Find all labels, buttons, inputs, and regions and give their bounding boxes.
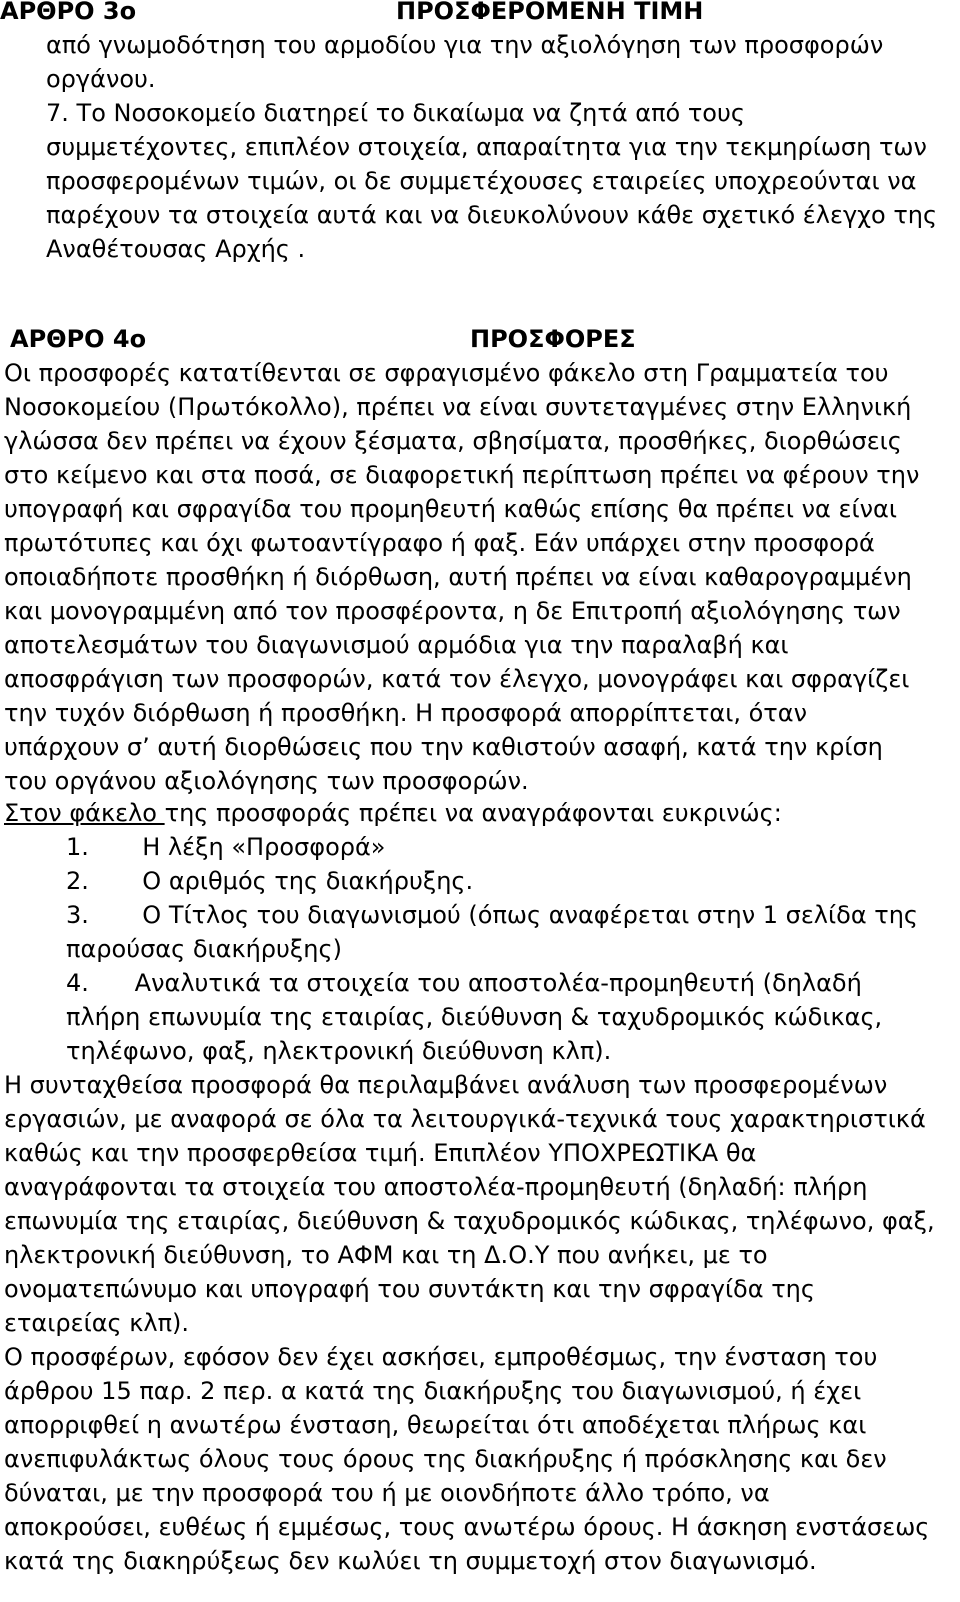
article4-paragraph2-line: εταιρείας κλπ). [4, 1309, 190, 1337]
list-item: 2. Ο αριθμός της διακήρυξης. [66, 867, 474, 895]
list-item: 3. Ο Τίτλος του διαγωνισμού (όπως αναφέρεται στην 1 σελίδα της [66, 901, 919, 929]
list-item: 4. Αναλυτικά τα στοιχεία του αποστολέα-προμηθευτή (δηλαδή [66, 969, 862, 997]
article4-paragraph1-line: του οργάνου αξιολόγησης των προσφορών. [4, 767, 529, 795]
article4-paragraph1-line: Νοσοκομείου (Πρωτόκολλο), πρέπει να είναι συντεταγμένες στην Ελληνική [4, 393, 912, 421]
article4-paragraph2-line: αναγράφονται τα στοιχεία του αποστολέα-προμηθευτή (δηλαδή: πλήρη [4, 1173, 868, 1201]
article4-paragraph3-line: Ο προσφέρων, εφόσον δεν έχει ασκήσει, εμπροθέσμως, την ένσταση του [4, 1343, 878, 1371]
article4-label: ΑΡΘΡΟ 4ο [10, 325, 147, 353]
article3-line: συμμετέχοντες, επιπλέον στοιχεία, απαραίτητα για την τεκμηρίωση των [46, 133, 927, 161]
article4-paragraph2-line: Η συνταχθείσα προσφορά θα περιλαμβάνει ανάλυση των προσφερομένων [4, 1071, 888, 1099]
list-item: πλήρη επωνυμία της εταιρίας, διεύθυνση & ταχυδρομικός κώδικας, [66, 1003, 883, 1031]
article4-paragraph3-line: άρθρου 15 παρ. 2 περ. α κατά της διακήρυξης του διαγωνισμού, ή έχει [4, 1377, 862, 1405]
article4-paragraph2-line: καθώς και την προσφερθείσα τιμή. Επιπλέον ΥΠΟΧΡΕΩΤΙΚΑ θα [4, 1139, 757, 1167]
article4-paragraph3-line: αποκρούσει, ευθέως ή εμμέσως, τους ανωτέρω όρους. Η άσκηση ενστάσεως [4, 1513, 930, 1541]
article4-paragraph1-line: πρωτότυπες και όχι φωτοαντίγραφο ή φαξ. Εάν υπάρχει στην προσφορά [4, 529, 875, 557]
article3-title: ΠΡΟΣΦΕΡΟΜΕΝΗ ΤΙΜΗ [396, 0, 704, 25]
article4-paragraph1-line: την τυχόν διόρθωση ή προσθήκη. Η προσφορά απορρίπτεται, όταν [4, 699, 807, 727]
list-item: 1. Η λέξη «Προσφορά» [66, 833, 386, 861]
article4-paragraph1-line: υπάρχουν σ’ αυτή διορθώσεις που την καθιστούν ασαφή, κατά την κρίση [4, 733, 883, 761]
article3-line: προσφερομένων τιμών, οι δε συμμετέχουσες εταιρείες υποχρεούνται να [46, 167, 917, 195]
article4-paragraph1-line: αποσφράγιση των προσφορών, κατά τον έλεγχο, μονογράφει και σφραγίζει [4, 665, 910, 693]
article3-line: από γνωμοδότηση του αρμοδίου για την αξιολόγηση των προσφορών [46, 31, 884, 59]
article4-paragraph2-line: εργασιών, με αναφορά σε όλα τα λειτουργικά-τεχνικά τους χαρακτηριστικά [4, 1105, 926, 1133]
article4-paragraph3-line: δύναται, με την προσφορά του ή με οιονδήποτε άλλο τρόπο, να [4, 1479, 770, 1507]
article3-line: Αναθέτουσας Αρχής . [46, 235, 306, 263]
article4-paragraph1-line: στο κείμενο και στα ποσά, σε διαφορετική περίπτωση πρέπει να φέρουν την [4, 461, 920, 489]
envelope-lead-rest: της προσφοράς πρέπει να αναγράφονται ευκρινώς: [164, 799, 782, 827]
article4-paragraph2-line: επωνυμία της εταιρίας, διεύθυνση & ταχυδρομικός κώδικας, τηλέφωνο, φαξ, [4, 1207, 935, 1235]
article3-label: ΑΡΘΡΟ 3ο [0, 0, 137, 25]
article4-title: ΠΡΟΣΦΟΡΕΣ [470, 325, 636, 353]
envelope-lead-underlined: Στον φάκελο [4, 799, 165, 827]
article3-line: 7. Το Νοσοκομείο διατηρεί το δικαίωμα να ζητά από τους [46, 99, 745, 127]
article4-paragraph1-line: και μονογραμμένη από τον προσφέροντα, η δε Επιτροπή αξιολόγησης των [4, 597, 901, 625]
list-item: παρούσας διακήρυξης) [66, 935, 342, 963]
article4-paragraph1-line: υπογραφή και σφραγίδα του προμηθευτή καθώς επίσης θα πρέπει να είναι [4, 495, 897, 523]
article4-paragraph1-line: Οι προσφορές κατατίθενται σε σφραγισμένο φάκελο στη Γραμματεία του [4, 359, 889, 387]
article4-paragraph3-line: ανεπιφυλάκτως όλους τους όρους της διακήρυξης ή πρόσκλησης και δεν [4, 1445, 887, 1473]
envelope-lead [4, 796, 782, 830]
article4-paragraph2-line: ονοματεπώνυμο και υπογραφή του συντάκτη και την σφραγίδα της [4, 1275, 815, 1303]
article4-paragraph3-line: απορριφθεί η ανωτέρω ένσταση, θεωρείται ότι αποδέχεται πλήρως και [4, 1411, 867, 1439]
article4-paragraph3-line: κατά της διακηρύξεως δεν κωλύει τη συμμετοχή στον διαγωνισμό. [4, 1547, 817, 1575]
article4-paragraph1-line: οποιαδήποτε προσθήκη ή διόρθωση, αυτή πρέπει να είναι καθαρογραμμένη [4, 563, 912, 591]
list-item: τηλέφωνο, φαξ, ηλεκτρονική διεύθυνση κλπ). [66, 1037, 612, 1065]
article4-paragraph1-line: γλώσσα δεν πρέπει να έχουν ξέσματα, σβησίματα, προσθήκες, διορθώσεις [4, 427, 902, 455]
article3-line: οργάνου. [46, 65, 156, 93]
article3-line: παρέχουν τα στοιχεία αυτά και να διευκολύνουν κάθε σχετικό έλεγχο της [46, 201, 938, 229]
article4-paragraph2-line: ηλεκτρονική διεύθυνση, το ΑΦΜ και τη Δ.Ο.Υ που ανήκει, με το [4, 1241, 768, 1269]
article4-paragraph1-line: αποτελεσμάτων του διαγωνισμού αρμόδια για την παραλαβή και [4, 631, 789, 659]
